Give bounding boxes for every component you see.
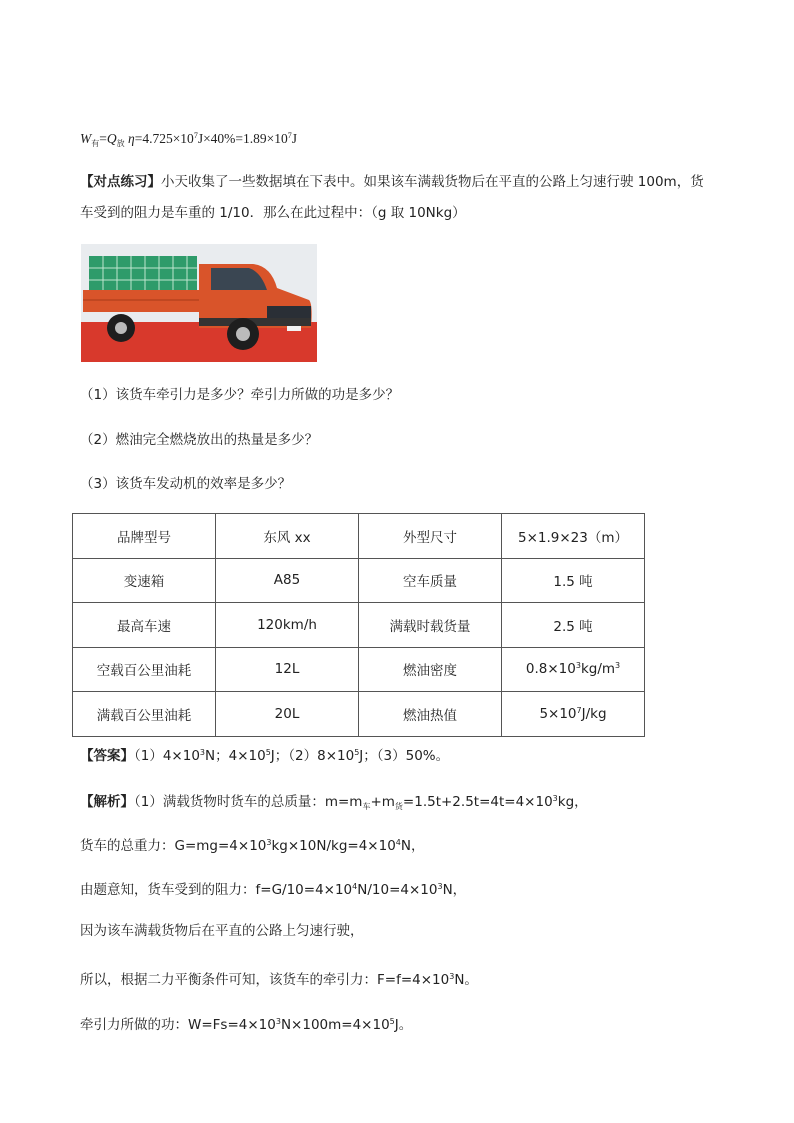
analysis-tag: 【解析】: [80, 794, 134, 810]
analysis-part: 货车的总重力：G=mg=4×10: [80, 838, 267, 854]
analysis-exp: 3: [275, 1017, 281, 1026]
table-row: [73, 692, 645, 737]
formula-exp-a: 7: [193, 131, 198, 140]
table-cell: 空载百公里油耗: [73, 647, 216, 692]
question-3: （3）该货车发动机的效率是多少？: [80, 476, 292, 492]
analysis-part: （1）满载货物时货车的总质量：m=m: [134, 794, 363, 810]
answer-part: J；（3）50%。: [359, 748, 450, 764]
answer-tag: 【答案】: [80, 748, 134, 764]
q-symbol: Q: [106, 131, 117, 146]
analysis-part: N×100m=4×10: [280, 1017, 390, 1033]
spec-table: [72, 513, 645, 737]
truck-illustration: [81, 244, 317, 362]
analysis-line-4: 因为该车满载货物后在平直的公路上匀速行驶，: [80, 923, 364, 939]
table-row: [73, 514, 645, 559]
analysis-exp: 4: [395, 838, 401, 847]
table-cell: 满载时载货量: [359, 603, 502, 648]
density-unit-exp: 3: [615, 661, 621, 671]
analysis-line-2: [80, 833, 425, 856]
exercise-text-2: 车受到的阻力是车重的 1/10．那么在此过程中：（g 取 10Nkg）: [80, 205, 466, 221]
formula-part-a: =4.725×10: [134, 131, 194, 146]
grille: [267, 306, 311, 320]
formula-exp-b: 7: [287, 131, 292, 140]
eta-symbol: η: [124, 131, 135, 146]
analysis-exp: 5: [389, 1017, 395, 1026]
efficiency-formula-line: [80, 126, 297, 154]
analysis-line-5: [80, 967, 478, 990]
question-2: （2）燃油完全燃烧放出的热量是多少？: [80, 432, 319, 448]
table-cell: 燃油热值: [359, 692, 502, 737]
heat-value-base: 5×10: [539, 705, 577, 722]
analysis-part: J。: [394, 1017, 413, 1033]
table-cell: 变速箱: [73, 558, 216, 603]
table-cell: 燃油密度: [359, 647, 502, 692]
exercise-line-1: [80, 172, 704, 192]
table-row: [73, 558, 645, 603]
table-cell: 12L: [216, 647, 359, 692]
answer-exp: 5: [265, 748, 271, 757]
analysis-line-1: [80, 789, 588, 817]
analysis-sub: 货: [394, 802, 403, 811]
analysis-part: N，: [442, 882, 467, 898]
density-exp: 3: [575, 661, 581, 671]
analysis-sub: 车: [362, 802, 371, 811]
table-cell: [502, 647, 645, 692]
answer-line: [80, 743, 449, 766]
answer-exp: 3: [199, 748, 206, 757]
exercise-text-1: 小天收集了一些数据填在下表中。如果该车满载货物后在平直的公路上匀速行驶 100m，货: [161, 174, 704, 190]
analysis-exp: 3: [437, 882, 443, 891]
analysis-part: N，: [400, 838, 425, 854]
answer-part: J；（2）8×10: [270, 748, 355, 764]
truck-photo: [81, 244, 317, 362]
analysis-part: 所以，根据二力平衡条件可知，该货车的牵引力：F=f=4×10: [80, 972, 450, 988]
table-cell: 2.5 吨: [502, 603, 645, 648]
cargo-stack: [89, 256, 197, 292]
analysis-line-6: [80, 1012, 412, 1035]
analysis-part: +m: [370, 794, 395, 810]
analysis-part: kg×10N/kg=4×10: [271, 838, 396, 854]
truck-bed: [83, 290, 201, 312]
analysis-exp: 3: [449, 972, 455, 981]
analysis-exp: 3: [552, 794, 558, 803]
table-cell: 品牌型号: [73, 514, 216, 559]
question-1: （1）该货车牵引力是多少？牵引力所做的功是多少？: [80, 387, 400, 403]
w-subscript: 有: [91, 139, 100, 148]
analysis-part: N。: [454, 972, 478, 988]
answer-exp: 5: [354, 748, 360, 757]
table-cell: [502, 692, 645, 737]
analysis-exp: 3: [266, 838, 272, 847]
table-row: [73, 603, 645, 648]
exercise-line-2: [80, 203, 466, 223]
table-cell: 120km/h: [216, 603, 359, 648]
w-symbol: W: [80, 131, 92, 146]
heat-value-unit: J/kg: [581, 705, 607, 722]
table-cell: 最高车速: [73, 603, 216, 648]
formula-part-c: J: [291, 131, 298, 146]
analysis-exp: 4: [352, 882, 358, 891]
analysis-part: kg，: [557, 794, 588, 810]
answer-part: （1）4×10: [134, 748, 200, 764]
analysis-part: 由题意知，货车受到的阻力：f=G/10=4×10: [80, 882, 353, 898]
formula-part-b: J×40%=1.89×10: [197, 131, 288, 146]
table-cell: A85: [216, 558, 359, 603]
analysis-part: N/10=4×10: [357, 882, 438, 898]
table-row: [73, 647, 645, 692]
q-subscript: 放: [116, 139, 125, 148]
equals-sign: =: [99, 131, 107, 146]
table-cell: 5×1.9×23（m）: [502, 514, 645, 559]
heat-value-exp: 7: [576, 705, 582, 715]
answer-part: N；4×10: [205, 748, 266, 764]
table-cell: 外型尺寸: [359, 514, 502, 559]
density-base: 0.8×10: [525, 661, 576, 678]
analysis-line-3: [80, 877, 466, 900]
exercise-tag: 【对点练习】: [80, 174, 161, 190]
table-cell: 东风 xx: [216, 514, 359, 559]
table-cell: 1.5 吨: [502, 558, 645, 603]
table-cell: 满载百公里油耗: [73, 692, 216, 737]
analysis-part: =1.5t+2.5t=4t=4×10: [402, 794, 553, 810]
table-cell: 空车质量: [359, 558, 502, 603]
density-unit: kg/m: [580, 661, 616, 678]
table-cell: 20L: [216, 692, 359, 737]
analysis-part: 牵引力所做的功：W=Fs=4×10: [80, 1017, 276, 1033]
